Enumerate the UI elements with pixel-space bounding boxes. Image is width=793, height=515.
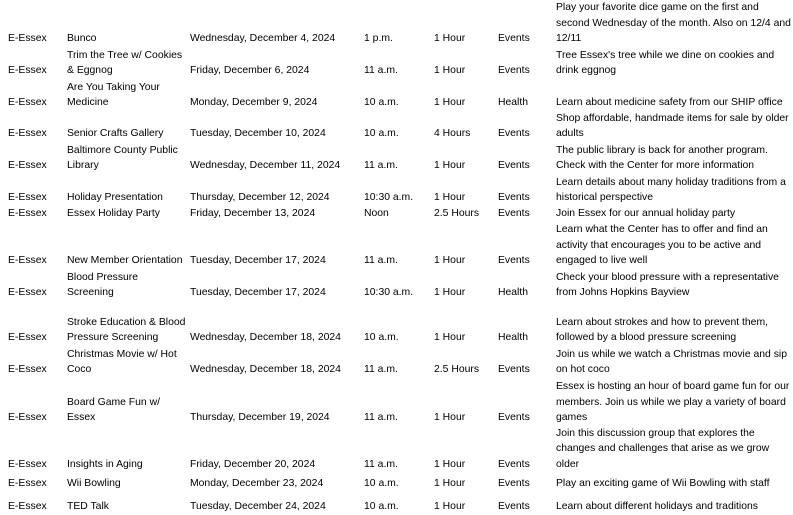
cell-category: Events <box>498 412 530 424</box>
table-row <box>0 174 793 206</box>
cell-location: E-Essex <box>8 477 47 489</box>
cell-time: 10:30 a.m. <box>364 287 414 299</box>
cell-time: 11 a.m. <box>364 458 398 470</box>
cell-date: Tuesday, December 17, 2024 <box>190 287 326 299</box>
cell-duration: 1 Hour <box>434 33 466 45</box>
cell-location: E-Essex <box>8 160 47 172</box>
cell-description: Learn about strokes and how to prevent them, followed by a blood pressure screening <box>556 316 768 344</box>
cell-date: Tuesday, December 17, 2024 <box>190 255 326 267</box>
cell-date: Wednesday, December 11, 2024 <box>190 160 341 172</box>
cell-date: Monday, December 23, 2024 <box>190 477 324 489</box>
cell-description: Learn what the Center has to offer and find an activity that encourages you to be active and engaged to live well <box>556 223 768 267</box>
table-row <box>0 346 793 378</box>
cell-location: E-Essex <box>8 33 47 45</box>
cell-event-name: Essex Holiday Party <box>67 208 160 220</box>
cell-location: E-Essex <box>8 458 47 470</box>
cell-description: Join this discussion group that explores the changes and challenges that arise as we grow older <box>556 427 770 470</box>
cell-category: Events <box>498 128 530 140</box>
table-row <box>0 222 793 269</box>
cell-duration: 2.5 Hours <box>434 364 480 376</box>
cell-location: E-Essex <box>8 208 47 220</box>
cell-event-name: Christmas Movie w/ Hot Coco <box>67 348 177 376</box>
cell-event-name: Board Game Fun w/ Essex <box>67 396 160 424</box>
cell-location: E-Essex <box>8 364 47 376</box>
table-row <box>0 473 793 492</box>
cell-category: Events <box>498 500 530 512</box>
cell-description: Essex is hosting an hour of board game fun for our members. Join us while we play a variety of board games <box>556 380 790 424</box>
cell-description: Join us while we watch a Christmas movie and sip on hot coco <box>556 348 787 376</box>
cell-duration: 1 Hour <box>434 500 466 512</box>
cell-category: Health <box>498 97 529 109</box>
table-row <box>0 378 793 426</box>
cell-category: Events <box>498 160 530 172</box>
cell-category: Health <box>498 287 529 299</box>
table-row <box>0 47 793 79</box>
cell-time: 10 a.m. <box>364 477 399 489</box>
table-row <box>0 426 793 473</box>
cell-time: 11 a.m. <box>364 412 398 424</box>
cell-category: Events <box>498 33 530 45</box>
cell-description: Check your blood pressure with a representative from Johns Hopkins Bayview <box>556 271 779 299</box>
cell-location: E-Essex <box>8 500 47 512</box>
cell-event-name: TED Talk <box>67 500 109 512</box>
cell-description: Tree Essex's tree while we dine on cookies and drink eggnog <box>556 49 775 77</box>
cell-date: Thursday, December 12, 2024 <box>190 192 330 204</box>
cell-location: E-Essex <box>8 97 47 109</box>
cell-description: Shop affordable, handmade items for sale by older adults <box>556 112 789 140</box>
cell-date: Tuesday, December 10, 2024 <box>190 128 326 140</box>
cell-date: Monday, December 9, 2024 <box>190 97 318 109</box>
cell-description: Learn about medicine safety from our SHIP office <box>556 97 783 109</box>
cell-time: 10 a.m. <box>364 128 399 140</box>
cell-date: Thursday, December 19, 2024 <box>190 412 330 424</box>
cell-location: E-Essex <box>8 128 47 140</box>
cell-category: Events <box>498 192 530 204</box>
cell-event-name: Insights in Aging <box>67 458 143 470</box>
cell-duration: 1 Hour <box>434 160 466 172</box>
cell-duration: 4 Hours <box>434 128 471 140</box>
cell-description: The public library is back for another program. Check with the Center for more information <box>556 144 768 172</box>
cell-duration: 1 Hour <box>434 477 466 489</box>
cell-description: Join Essex for our annual holiday party <box>556 208 736 220</box>
table-row <box>0 79 793 111</box>
cell-date: Tuesday, December 24, 2024 <box>190 500 326 512</box>
cell-time: 10 a.m. <box>364 332 399 344</box>
cell-event-name: Wii Bowling <box>67 477 121 489</box>
cell-description: Learn details about many holiday traditions from a historical perspective <box>556 176 786 204</box>
cell-category: Events <box>498 458 530 470</box>
cell-duration: 1 Hour <box>434 458 466 470</box>
table-row <box>0 142 793 174</box>
cell-event-name: Bunco <box>67 33 97 45</box>
cell-description: Learn about different holidays and traditions <box>556 500 758 512</box>
cell-duration: 2.5 Hours <box>434 208 480 220</box>
cell-date: Wednesday, December 18, 2024 <box>190 364 341 376</box>
cell-date: Wednesday, December 18, 2024 <box>190 332 341 344</box>
cell-duration: 1 Hour <box>434 65 466 77</box>
cell-category: Health <box>498 332 529 344</box>
table-row <box>0 492 793 515</box>
table-row <box>0 269 793 301</box>
cell-event-name: Holiday Presentation <box>67 192 163 204</box>
cell-event-name: Trim the Tree w/ Cookies & Eggnog <box>67 49 183 77</box>
cell-duration: 1 Hour <box>434 97 466 109</box>
table-row <box>0 206 793 222</box>
cell-time: 1 p.m. <box>364 33 393 45</box>
cell-time: 11 a.m. <box>364 160 398 172</box>
cell-description: Play your favorite dice game on the first and second Wednesday of the month. Also on 12/4 and 12/11 <box>556 2 791 45</box>
cell-time: 10:30 a.m. <box>364 192 414 204</box>
cell-duration: 1 Hour <box>434 412 466 424</box>
cell-duration: 1 Hour <box>434 192 466 204</box>
cell-time: 11 a.m. <box>364 364 398 376</box>
cell-event-name: Senior Crafts Gallery <box>67 128 164 140</box>
cell-location: E-Essex <box>8 255 47 267</box>
table-row <box>0 0 793 47</box>
cell-location: E-Essex <box>8 332 47 344</box>
cell-time: Noon <box>364 208 389 220</box>
cell-time: 10 a.m. <box>364 500 399 512</box>
cell-duration: 1 Hour <box>434 255 466 267</box>
cell-location: E-Essex <box>8 192 47 204</box>
cell-time: 11 a.m. <box>364 65 398 77</box>
cell-time: 10 a.m. <box>364 97 399 109</box>
cell-category: Events <box>498 255 530 267</box>
cell-event-name: Blood Pressure Screening <box>67 271 139 299</box>
cell-description: Play an exciting game of Wii Bowling with staff <box>556 477 770 489</box>
cell-duration: 1 Hour <box>434 287 466 299</box>
cell-location: E-Essex <box>8 65 47 77</box>
cell-event-name: New Member Orientation <box>67 255 183 267</box>
cell-time: 11 a.m. <box>364 255 398 267</box>
cell-duration: 1 Hour <box>434 332 466 344</box>
cell-category: Events <box>498 208 530 220</box>
cell-date: Friday, December 13, 2024 <box>190 208 316 220</box>
cell-date: Friday, December 6, 2024 <box>190 65 310 77</box>
cell-category: Events <box>498 364 530 376</box>
cell-event-name: Stroke Education & Blood Pressure Screening <box>67 316 186 344</box>
cell-category: Events <box>498 65 530 77</box>
cell-date: Friday, December 20, 2024 <box>190 458 316 470</box>
cell-location: E-Essex <box>8 287 47 299</box>
table-row <box>0 301 793 346</box>
cell-event-name: Are You Taking Your Medicine <box>67 81 160 109</box>
cell-category: Events <box>498 477 530 489</box>
cell-event-name: Baltimore County Public Library <box>67 144 178 172</box>
cell-date: Wednesday, December 4, 2024 <box>190 33 336 45</box>
table-row <box>0 111 793 142</box>
cell-location: E-Essex <box>8 412 47 424</box>
